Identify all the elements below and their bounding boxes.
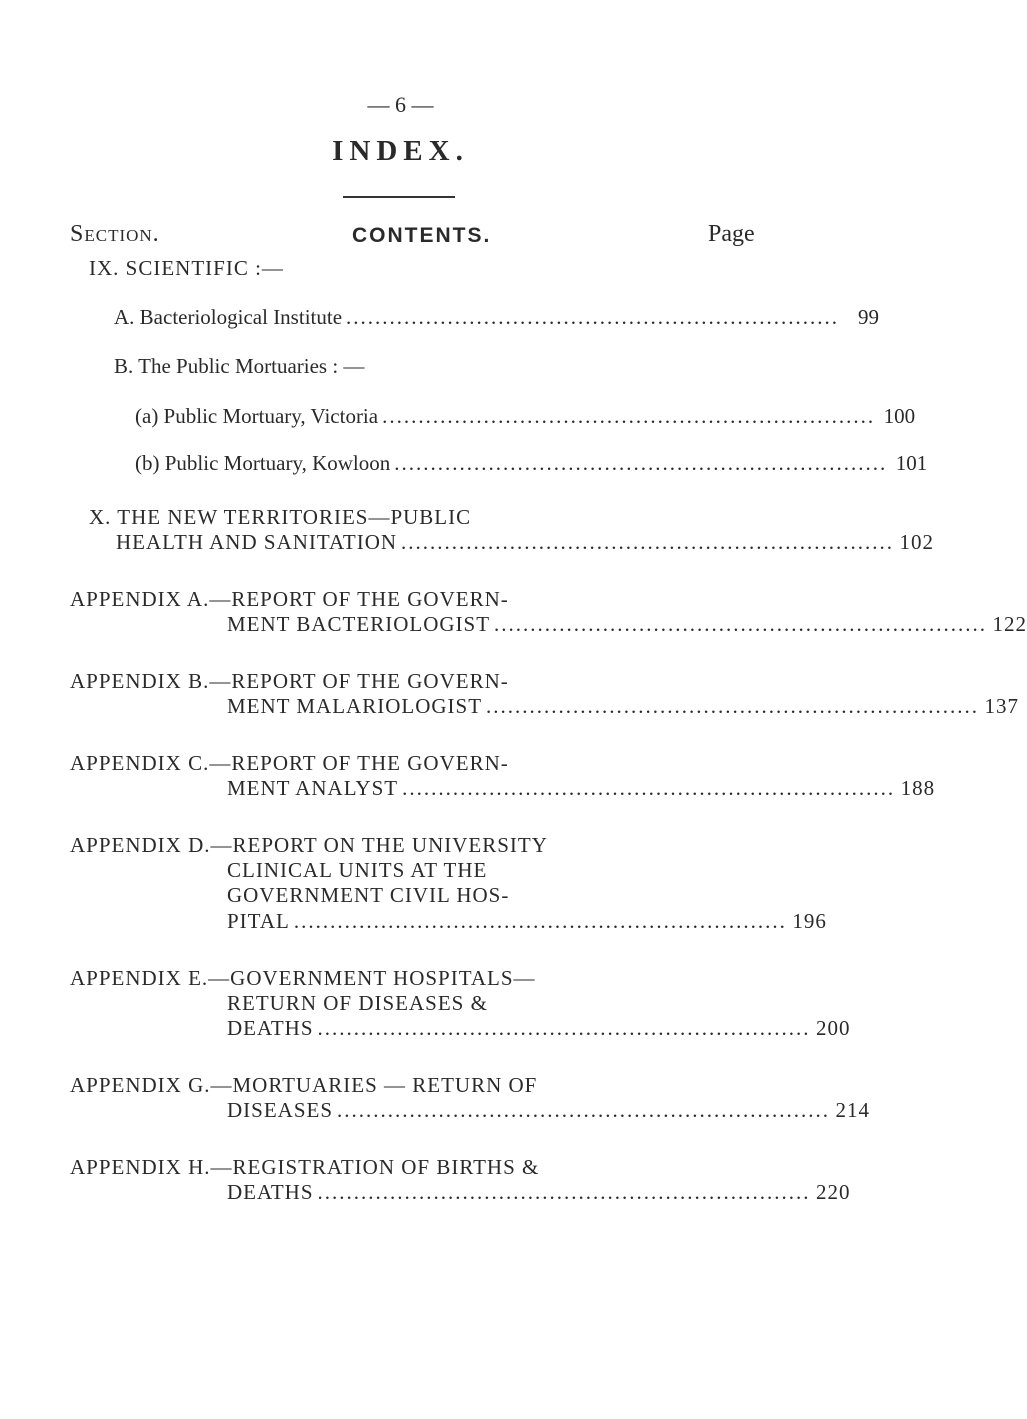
header-contents: CONTENTS. <box>352 224 492 247</box>
leader-dots: .................................................................... <box>317 1180 811 1204</box>
leader-dots: .................................................................... <box>486 694 980 718</box>
appendix-h-line1: APPENDIX H.—REGISTRATION OF BIRTHS & <box>70 1155 540 1179</box>
leader-dots: .................................................................... <box>337 1098 831 1122</box>
entry-page: 101 <box>895 451 928 475</box>
leader-dots: .................................................................... <box>494 612 988 636</box>
entry-appendix-e <box>227 1016 851 1041</box>
entry-page: 99 <box>858 305 880 329</box>
leader-dots: .................................................................... <box>402 776 896 800</box>
entry-section-x <box>116 530 935 555</box>
header-section: Section. <box>70 221 160 247</box>
entry-page: 188 <box>900 776 936 800</box>
leader-dots: .................................................................... <box>394 451 888 475</box>
index-title: INDEX. <box>332 135 469 167</box>
entry-label: MENT MALARIOLOGIST <box>227 694 483 718</box>
entry-page: 122 <box>992 612 1027 636</box>
entry-label: (a) Public Mortuary, Victoria <box>135 404 379 428</box>
appendix-c-line1: APPENDIX C.—REPORT OF THE GOVERN- <box>70 751 509 775</box>
leader-dots: .................................................................... <box>382 404 876 428</box>
entry-appendix-c <box>227 776 936 801</box>
leader-dots: .................................................................... <box>346 305 840 329</box>
leader-dots: .................................................................... <box>401 530 895 554</box>
section-b-heading: B. The Public Mortuaries : — <box>114 354 365 378</box>
entry-page: 102 <box>899 530 935 554</box>
title-rule <box>343 196 455 198</box>
entry-label: MENT ANALYST <box>227 776 399 800</box>
entry-appendix-b <box>227 694 1020 719</box>
leader-dots: .................................................................... <box>293 909 787 933</box>
entry-page: 100 <box>883 404 916 428</box>
entry-label: PITAL <box>227 909 290 933</box>
entry-appendix-d <box>227 909 827 934</box>
entry-appendix-h <box>227 1180 851 1205</box>
entry-page: 214 <box>835 1098 871 1122</box>
section-ix-heading: IX. SCIENTIFIC :— <box>89 256 284 280</box>
appendix-d-line1: APPENDIX D.—REPORT ON THE UNIVERSITY <box>70 833 548 857</box>
entry-mortuary-kowloon <box>135 451 928 476</box>
entry-appendix-a <box>227 612 1027 637</box>
appendix-b-line1: APPENDIX B.—REPORT OF THE GOVERN- <box>70 669 509 693</box>
entry-bacteriological-institute <box>114 305 880 330</box>
section-x-line1: X. THE NEW TERRITORIES—PUBLIC <box>89 505 472 529</box>
entry-label: A. Bacteriological Institute <box>114 305 343 329</box>
entry-label: DEATHS <box>227 1016 314 1040</box>
entry-label: MENT BACTERIOLOGIST <box>227 612 491 636</box>
entry-label: DEATHS <box>227 1180 314 1204</box>
entry-page: 196 <box>792 909 827 933</box>
entry-appendix-g <box>227 1098 871 1123</box>
page-number: — 6 — <box>367 92 434 117</box>
appendix-d-line3: GOVERNMENT CIVIL HOS- <box>227 883 510 907</box>
entry-label: DISEASES <box>227 1098 334 1122</box>
entry-label: HEALTH AND SANITATION <box>116 530 398 554</box>
appendix-e-line2: RETURN OF DISEASES & <box>227 991 488 1015</box>
entry-page: 220 <box>816 1180 851 1204</box>
entry-page: 200 <box>816 1016 851 1040</box>
appendix-e-line1: APPENDIX E.—GOVERNMENT HOSPITALS— <box>70 966 536 990</box>
entry-label: (b) Public Mortuary, Kowloon <box>135 451 391 475</box>
leader-dots: .................................................................... <box>317 1016 811 1040</box>
entry-mortuary-victoria <box>135 404 916 429</box>
appendix-g-line1: APPENDIX G.—MORTUARIES — RETURN OF <box>70 1073 538 1097</box>
entry-page: 137 <box>984 694 1020 718</box>
appendix-a-line1: APPENDIX A.—REPORT OF THE GOVERN- <box>70 587 509 611</box>
header-page: Page <box>708 221 755 247</box>
appendix-d-line2: CLINICAL UNITS AT THE <box>227 858 488 882</box>
